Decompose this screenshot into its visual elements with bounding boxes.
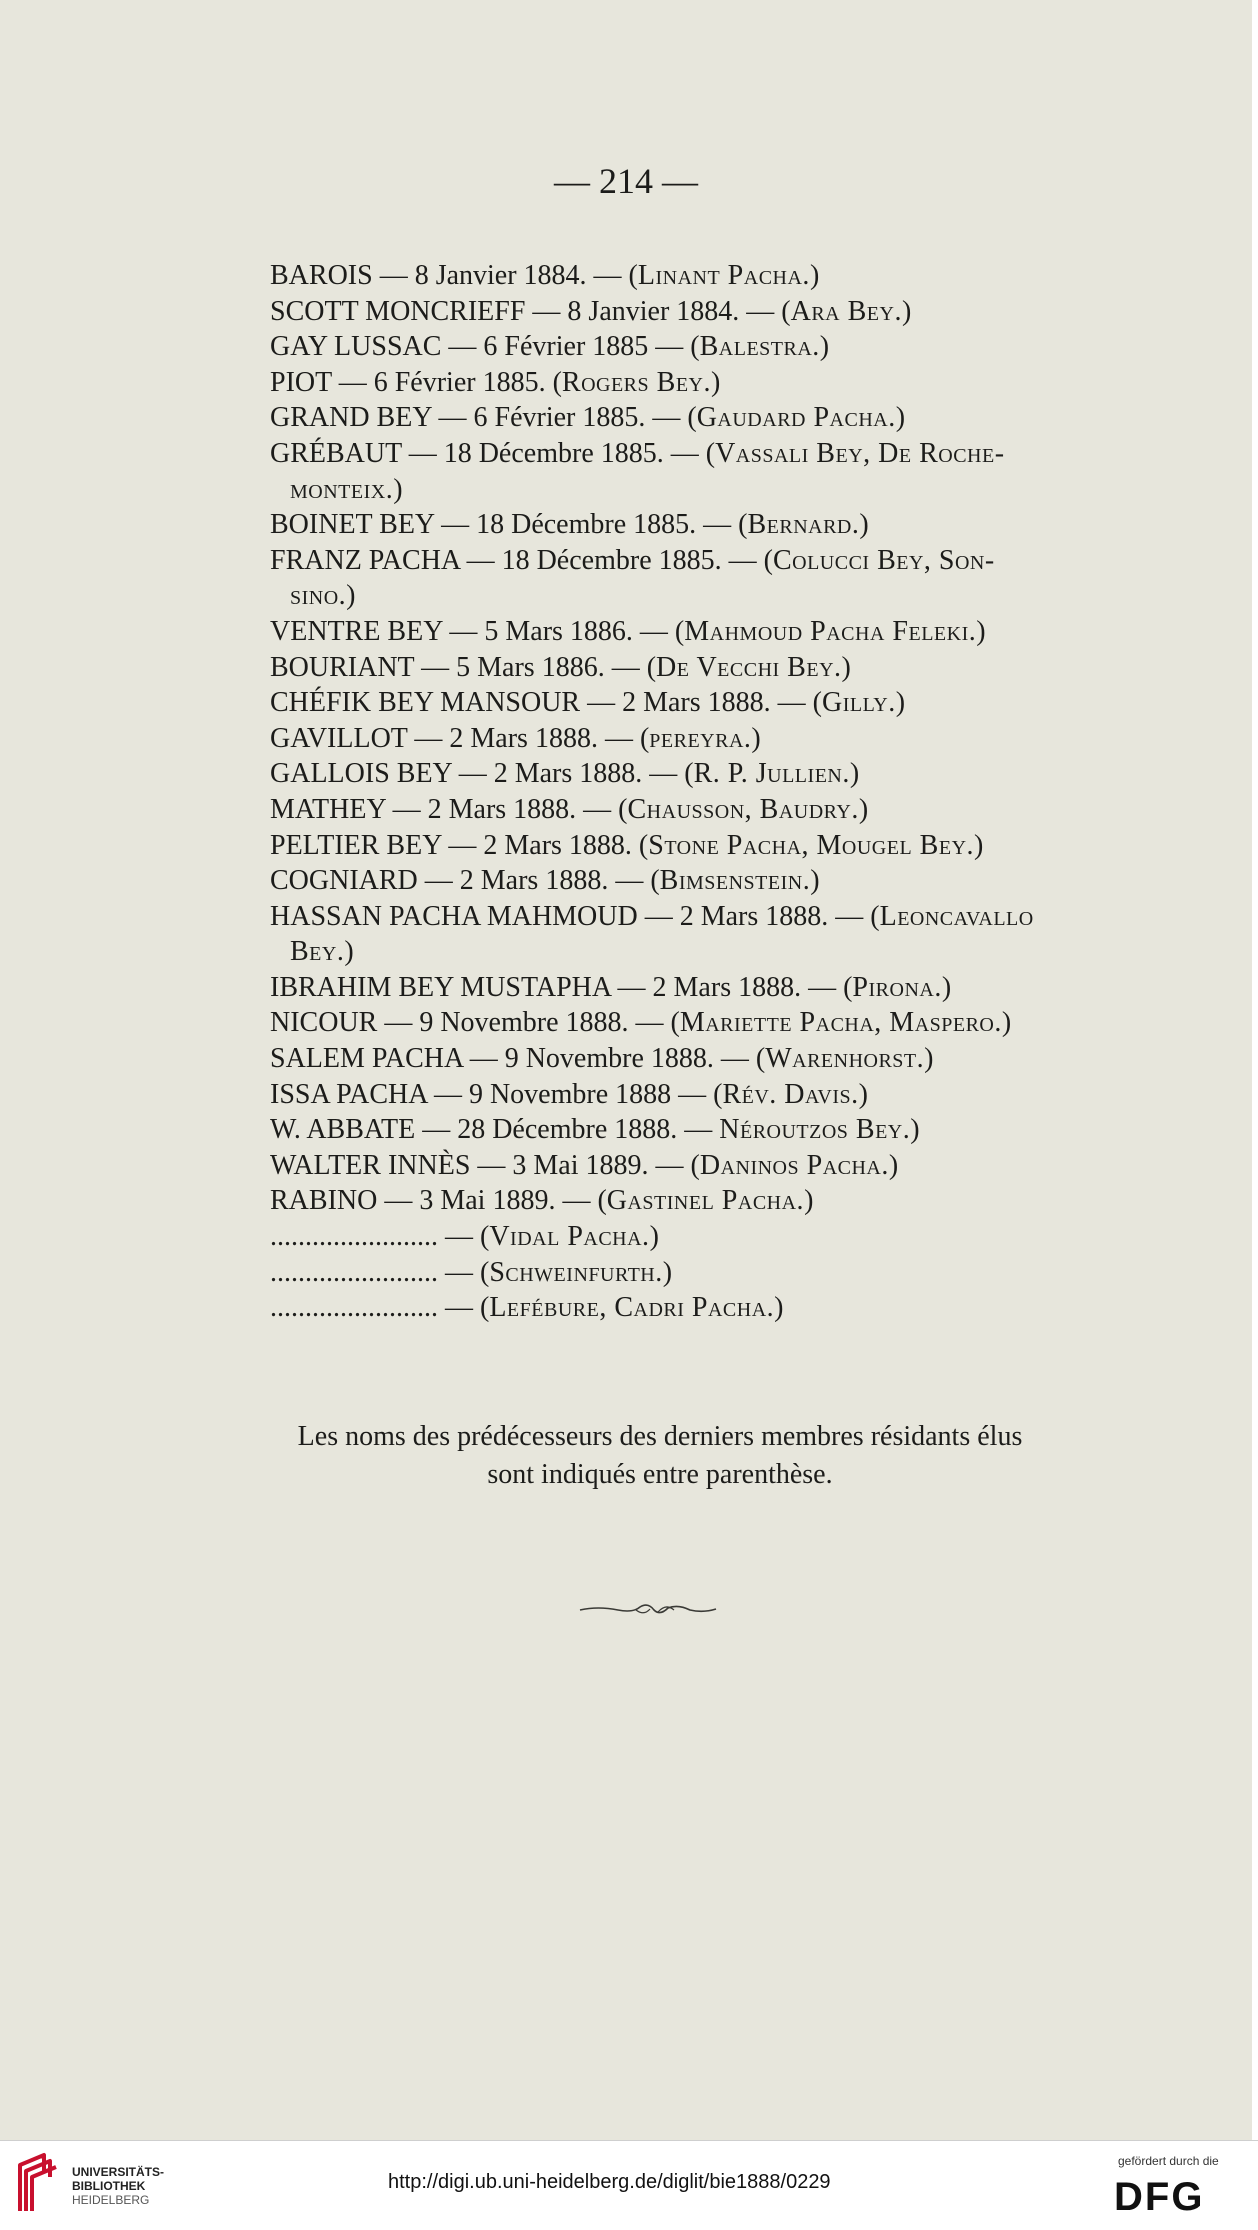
entry-closing: )	[751, 722, 761, 754]
entry-closing: )	[974, 829, 984, 861]
footnote-line-1: Les noms des prédécesseurs des derniers membres résidants élus	[297, 1421, 1023, 1452]
entry-predecessor: pereyra.	[649, 722, 752, 754]
member-entry	[270, 1148, 1150, 1184]
entry-closing: )	[649, 1221, 659, 1253]
entry-main-text: GRÉBAUT — 18 Décembre 1885. — (	[270, 437, 716, 469]
dfg-logo: DFG	[1114, 2175, 1205, 2219]
entry-closing: )	[819, 331, 830, 363]
entry-main-text: IBRAHIM BEY MUSTAPHA — 2 Mars 1888. — (	[270, 971, 853, 1003]
entry-closing: )	[859, 509, 869, 541]
entry-continuation: Bey.)	[290, 936, 355, 968]
entry-main-text: GALLOIS BEY — 2 Mars 1888. — (	[270, 758, 694, 790]
member-entry	[270, 294, 1150, 330]
entry-predecessor: Schweinfurth.	[489, 1256, 663, 1288]
entry-predecessor: Lefébure, Cadri Pacha.	[489, 1292, 775, 1324]
entry-predecessor: Balestra.	[699, 331, 820, 363]
library-name	[72, 2165, 164, 2207]
entry-closing: )	[910, 1114, 920, 1146]
entry-main-text: CHÉFIK BEY MANSOUR — 2 Mars 1888. — (	[270, 687, 822, 719]
entry-predecessor: Bimsenstein.	[659, 865, 811, 897]
entry-main-text: BOINET BEY — 18 Décembre 1885. — (	[270, 509, 748, 541]
library-name-line-2: BIBLIOTHEK	[72, 2179, 146, 2193]
entry-main-text: VENTRE BEY — 5 Mars 1886. — (	[270, 615, 685, 647]
entry-predecessor: Chausson, Baudry.	[627, 793, 859, 825]
member-entry	[270, 1041, 1150, 1077]
entry-predecessor: Rév. Davis.	[722, 1078, 859, 1110]
entry-closing: )	[1001, 1007, 1012, 1039]
entry-continuation: monteix.)	[290, 473, 404, 505]
member-entry	[270, 863, 1150, 899]
entry-closing: )	[941, 971, 952, 1003]
entry-predecessor: R. P. Jullien.	[693, 758, 850, 790]
member-entry	[270, 436, 1150, 507]
entry-closing: )	[858, 793, 869, 825]
member-entry	[270, 685, 1150, 721]
member-entry	[270, 1255, 1150, 1291]
university-library-logo-icon	[14, 2151, 66, 2217]
entry-predecessor: Ara Bey.	[790, 295, 902, 327]
entry-main-text: GRAND BEY — 6 Février 1885. — (	[270, 402, 697, 434]
entry-main-text: ........................ — (	[270, 1256, 490, 1288]
member-entry	[270, 507, 1150, 543]
entry-main-text: ISSA PACHA — 9 Novembre 1888 — (	[270, 1078, 723, 1110]
entry-main-text: ........................ — (	[270, 1292, 490, 1324]
member-entry	[270, 1077, 1150, 1113]
entry-predecessor: Gaudard Pacha.	[696, 402, 896, 434]
member-entry	[270, 329, 1150, 365]
entry-predecessor: Néroutzos Bey.	[719, 1114, 911, 1146]
footer-bar	[0, 2140, 1258, 2230]
entry-main-text: GAY LUSSAC — 6 Février 1885 — (	[270, 331, 700, 363]
member-entry	[270, 650, 1150, 686]
member-entry	[270, 756, 1150, 792]
footnote-line-2: sont indiqués entre parenthèse.	[487, 1459, 833, 1490]
entry-predecessor: Daninos Pacha.	[699, 1149, 889, 1181]
member-entry	[270, 1219, 1150, 1255]
member-entry	[270, 828, 1150, 864]
entry-closing: )	[710, 366, 721, 398]
entry-main-text: WALTER INNÈS — 3 Mai 1889. — (	[270, 1149, 700, 1181]
entry-main-text: MATHEY — 2 Mars 1888. — (	[270, 793, 628, 825]
entry-main-text: NICOUR — 9 Novembre 1888. — (	[270, 1007, 680, 1039]
entry-predecessor: Colucci Bey, Son-	[772, 544, 995, 576]
entry-closing: )	[901, 295, 912, 327]
member-list	[270, 258, 1150, 1326]
entry-closing: )	[774, 1292, 784, 1324]
entry-main-text: ........................ — (	[270, 1221, 490, 1253]
library-name-line-3: HEIDELBERG	[72, 2193, 150, 2207]
entry-main-text: W. ABBATE — 28 Décembre 1888. —	[270, 1114, 720, 1146]
entry-predecessor: Rogers Bey.	[561, 366, 711, 398]
funded-by-text: gefördert durch die	[1118, 2154, 1219, 2168]
member-entry	[270, 543, 1150, 614]
entry-closing: )	[662, 1256, 673, 1288]
member-entry	[270, 365, 1150, 401]
entry-main-text: PELTIER BEY — 2 Mars 1888. (	[270, 829, 649, 861]
member-entry	[270, 400, 1150, 436]
entry-predecessor: Mariette Pacha, Maspero.	[679, 1007, 1002, 1039]
entry-predecessor: Leoncavallo	[879, 900, 1034, 932]
entry-predecessor: Vassali Bey, De Roche-	[715, 437, 1005, 469]
permalink-url[interactable]: http://digi.ub.uni-heidelberg.de/diglit/bie1888/0229	[388, 2171, 831, 2193]
entry-continuation: sino.)	[290, 580, 356, 612]
member-entry	[270, 970, 1150, 1006]
entry-predecessor: Warenhorst.	[765, 1043, 925, 1075]
entry-closing: )	[888, 1149, 899, 1181]
footnote	[210, 1418, 1110, 1494]
entry-closing: )	[849, 758, 860, 790]
entry-closing: )	[858, 1078, 868, 1110]
entry-closing: )	[895, 687, 906, 719]
member-entry	[270, 721, 1150, 757]
entry-predecessor: Pirona.	[852, 971, 942, 1003]
entry-closing: )	[804, 1185, 814, 1217]
entry-closing: )	[924, 1043, 934, 1075]
entry-predecessor: Gilly.	[821, 687, 896, 719]
member-entry	[270, 1112, 1150, 1148]
entry-main-text: PIOT — 6 Février 1885. (	[270, 366, 562, 398]
entry-main-text: BAROIS — 8 Janvier 1884. — (	[270, 260, 638, 291]
entry-predecessor: Vidal Pacha.	[489, 1221, 650, 1253]
entry-main-text: HASSAN PACHA MAHMOUD — 2 Mars 1888. — (	[270, 900, 880, 932]
member-entry	[270, 899, 1150, 970]
entry-predecessor: Bernard.	[747, 509, 860, 541]
entry-predecessor: Linant Pacha.	[637, 260, 810, 291]
entry-main-text: BOURIANT — 5 Mars 1886. — (	[270, 651, 657, 683]
member-entry	[270, 1290, 1150, 1326]
entry-predecessor: Gastinel Pacha.	[606, 1185, 805, 1217]
entry-main-text: RABINO — 3 Mai 1889. — (	[270, 1185, 607, 1217]
member-entry	[270, 1005, 1150, 1041]
member-entry	[270, 792, 1150, 828]
member-entry	[270, 1183, 1150, 1219]
member-entry	[270, 258, 1150, 294]
entry-closing: )	[895, 402, 906, 434]
library-name-line-1: UNIVERSITÄTS-	[72, 2165, 165, 2179]
entry-predecessor: De Vecchi Bey.	[656, 651, 842, 683]
entry-main-text: GAVILLOT — 2 Mars 1888. — (	[270, 722, 650, 754]
entry-closing: )	[841, 651, 851, 683]
entry-predecessor: Mahmoud Pacha Feleki.	[684, 615, 977, 647]
entry-closing: )	[976, 615, 986, 647]
entry-main-text: COGNIARD — 2 Mars 1888. — (	[270, 865, 660, 897]
entry-closing: )	[810, 865, 820, 897]
entry-main-text: FRANZ PACHA — 18 Décembre 1885. — (	[270, 544, 773, 576]
ornament-divider-icon	[578, 1600, 718, 1620]
entry-main-text: SALEM PACHA — 9 Novembre 1888. — (	[270, 1043, 766, 1075]
page-number: — 214 —	[554, 161, 698, 201]
member-entry	[270, 614, 1150, 650]
entry-main-text: SCOTT MONCRIEFF — 8 Janvier 1884. — (	[270, 295, 791, 327]
entry-closing: )	[809, 260, 820, 291]
entry-predecessor: Stone Pacha, Mougel Bey.	[648, 829, 975, 861]
